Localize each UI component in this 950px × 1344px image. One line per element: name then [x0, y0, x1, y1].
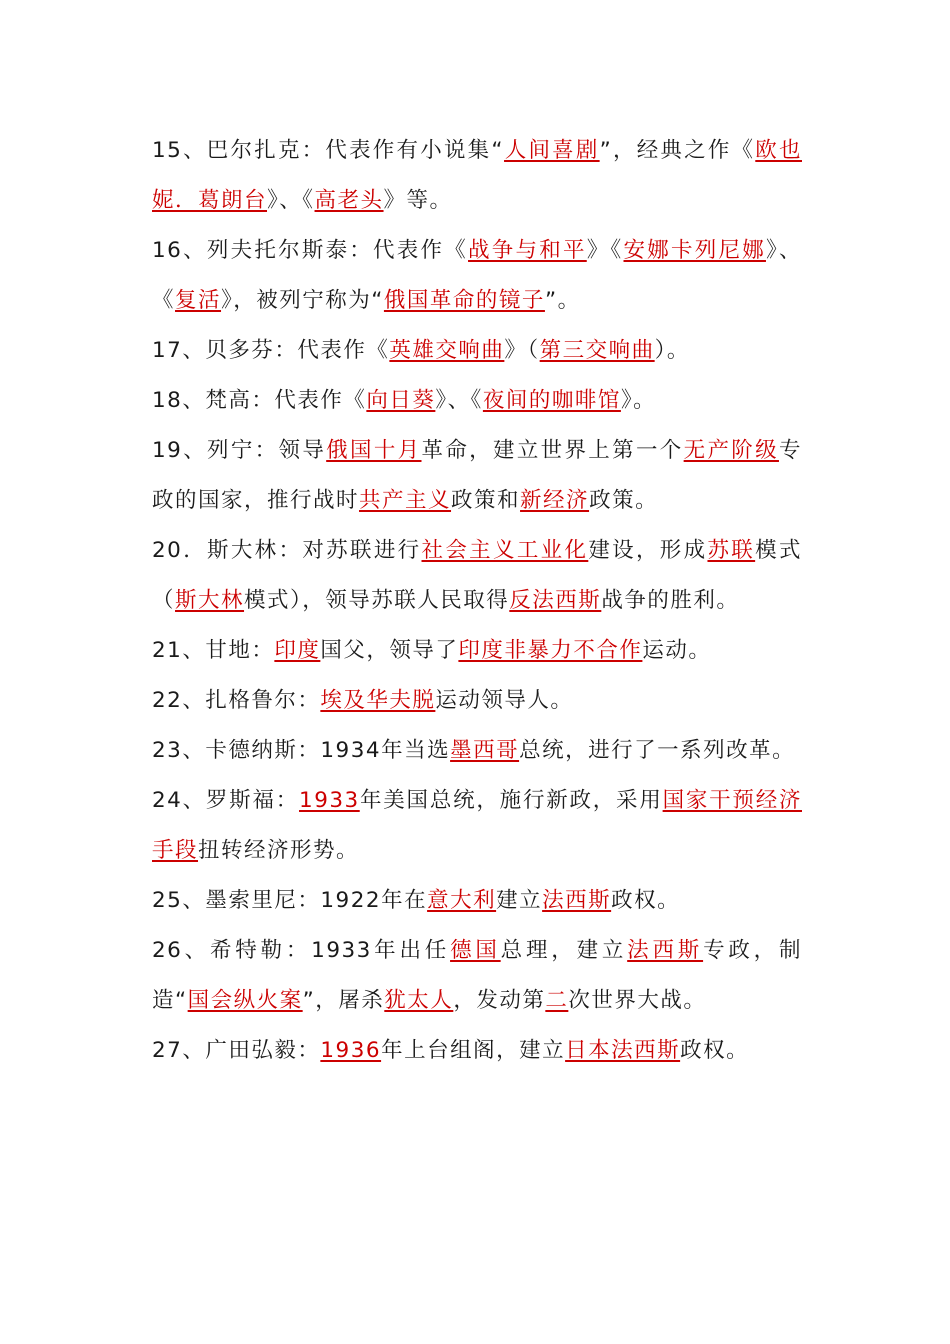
answer-underlined: 二 [545, 988, 569, 1013]
item-18 [152, 376, 802, 426]
item-text: ”。 [544, 288, 581, 313]
answer-underlined: 法西斯 [542, 888, 612, 913]
item-19 [152, 426, 802, 526]
answer-underlined: 印度 [274, 638, 321, 663]
item-22 [152, 676, 802, 726]
item-text: 》（ [504, 338, 540, 363]
answer-underlined: 人间喜剧 [504, 138, 600, 163]
item-text: 模式），领导苏联人民取得 [244, 588, 510, 613]
item-text: ，发动第 [453, 988, 546, 1013]
answer-underlined: 无产阶级 [683, 438, 779, 463]
answer-underlined: 日本法西斯 [565, 1038, 681, 1063]
item-text: 23、卡德纳斯：1934年当选 [152, 738, 451, 763]
item-25 [152, 876, 802, 926]
item-17 [152, 326, 802, 376]
item-text: 15、巴尔扎克：代表作有小说集“ [152, 138, 505, 163]
item-24 [152, 776, 802, 876]
item-text: ）。 [654, 338, 690, 363]
item-text: 24、罗斯福： [152, 788, 300, 813]
item-text: 运动领导人。 [435, 688, 574, 713]
answer-underlined: 共产主义 [359, 488, 452, 513]
answer-underlined: 国会纵火案 [187, 988, 303, 1013]
item-text: 扭转经济形势。 [198, 838, 360, 863]
item-text: 》、《 [152, 238, 802, 313]
answer-underlined: 斯大林 [175, 588, 245, 613]
item-text: 20．斯大林：对苏联进行 [152, 538, 422, 563]
answer-underlined: 犹太人 [384, 988, 454, 1013]
answer-underlined: 意大利 [427, 888, 497, 913]
answer-underlined: 反法西斯 [509, 588, 602, 613]
item-text: 专政的国家，推行战时 [152, 438, 802, 513]
item-20 [152, 526, 802, 626]
item-text: 19、列宁：领导 [152, 438, 327, 463]
item-text: 运动。 [642, 638, 712, 663]
item-text: 17、贝多芬：代表作《 [152, 338, 390, 363]
item-text: 建设，形成 [588, 538, 708, 563]
item-text: 政权。 [611, 888, 681, 913]
item-15 [152, 126, 802, 226]
answer-underlined: 德国 [450, 938, 501, 963]
answer-underlined: 埃及华夫脱 [320, 688, 436, 713]
item-text: 27、广田弘毅： [152, 1038, 321, 1063]
answer-underlined: 国家干预经济手段 [152, 788, 802, 863]
item-text: 18、梵高：代表作《 [152, 388, 367, 413]
item-text: 专政，制造“ [152, 938, 802, 1013]
item-26 [152, 926, 802, 1026]
answer-underlined: 复活 [175, 288, 222, 313]
item-text: 》，被列宁称为“ [221, 288, 384, 313]
item-text: 》、《 [267, 188, 315, 213]
answer-underlined: 印度非暴力不合作 [458, 638, 643, 663]
answer-underlined: 法西斯 [627, 938, 704, 963]
answer-underlined: 夜间的咖啡馆 [482, 388, 621, 413]
answer-underlined: 第三交响曲 [539, 338, 655, 363]
item-21 [152, 626, 802, 676]
answer-underlined: 安娜卡列尼娜 [623, 238, 766, 263]
document-page [152, 126, 802, 1076]
item-text: 16、列夫托尔斯泰：代表作《 [152, 238, 469, 263]
item-text: 总理，建立 [500, 938, 628, 963]
answer-underlined: 向日葵 [366, 388, 436, 413]
answer-underlined: 俄国革命的镜子 [383, 288, 545, 313]
item-text: 建立 [496, 888, 543, 913]
item-text: 年上台组阁，建立 [381, 1038, 566, 1063]
item-text: 政策和 [451, 488, 521, 513]
item-text: 》。 [620, 388, 657, 413]
item-text: ”，经典之作《 [599, 138, 756, 163]
answer-underlined: 英雄交响曲 [389, 338, 505, 363]
item-text: 年美国总统，施行新政，采用 [359, 788, 663, 813]
item-text: 总统，进行了一系列改革。 [519, 738, 796, 763]
answer-underlined: 高老头 [314, 188, 384, 213]
item-text: 26、希特勒：1933年出任 [152, 938, 451, 963]
answer-underlined: 1933 [299, 788, 360, 813]
answer-underlined: 墨西哥 [450, 738, 520, 763]
item-text: 模式（ [152, 538, 802, 613]
item-16 [152, 226, 802, 326]
answer-underlined: 欧也妮．葛朗台 [152, 138, 802, 213]
item-23 [152, 726, 802, 776]
item-text: 政策。 [589, 488, 659, 513]
item-text: 25、墨索里尼：1922年在 [152, 888, 428, 913]
item-text: 22、扎格鲁尔： [152, 688, 321, 713]
item-text: 战争的胜利。 [601, 588, 740, 613]
answer-underlined: 苏联 [707, 538, 756, 563]
item-text: 》《 [586, 238, 624, 263]
answer-underlined: 新经济 [520, 488, 590, 513]
answer-underlined: 社会主义工业化 [421, 538, 589, 563]
item-text: 21、甘地： [152, 638, 275, 663]
item-text: 次世界大战。 [568, 988, 707, 1013]
answer-underlined: 战争与和平 [468, 238, 587, 263]
item-text: 》、《 [435, 388, 483, 413]
item-text: 国父，领导了 [320, 638, 459, 663]
item-27 [152, 1026, 802, 1076]
item-text: ”，屠杀 [302, 988, 385, 1013]
item-text: 》等。 [383, 188, 453, 213]
item-text: 革命，建立世界上第一个 [421, 438, 684, 463]
item-text: 政权。 [680, 1038, 750, 1063]
answer-underlined: 1936 [320, 1038, 382, 1063]
answer-underlined: 俄国十月 [326, 438, 422, 463]
